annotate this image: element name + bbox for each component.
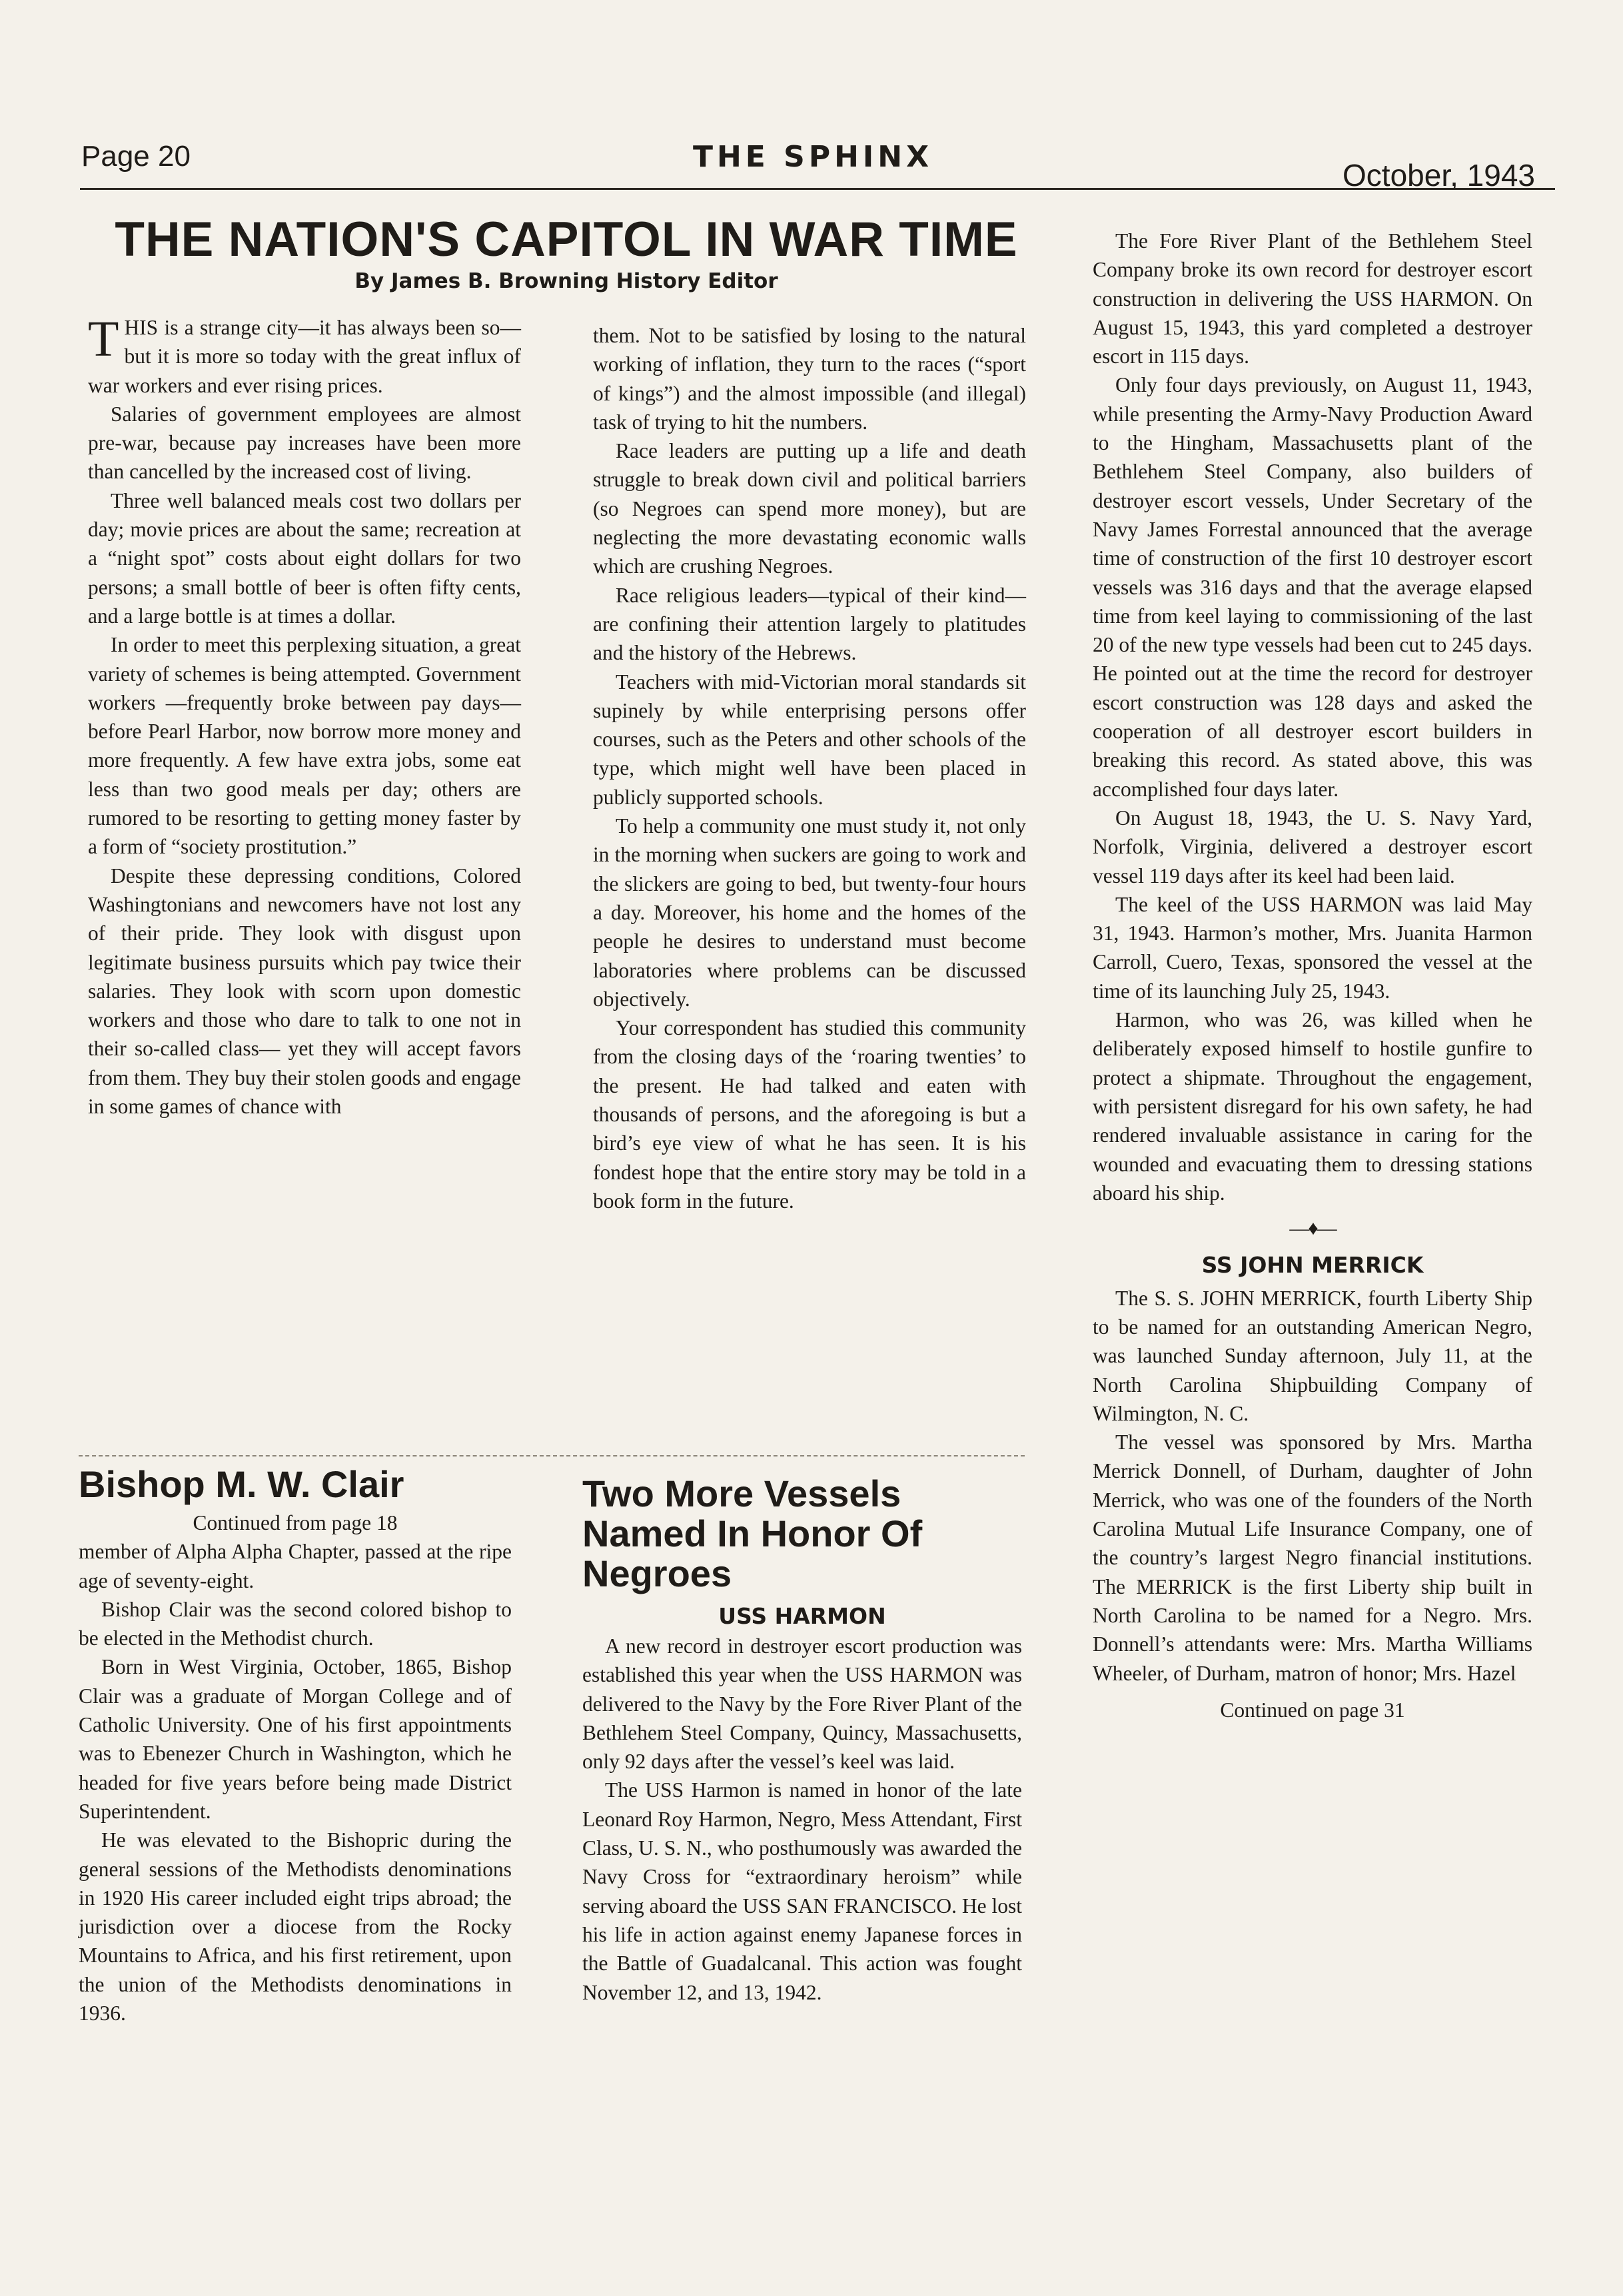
merrick-heading: SS JOHN MERRICK: [1201, 1252, 1424, 1279]
article-paragraph: Only four days previously, on August 11, 1943, while presenting the Army-Navy Production Award to the Hingham, Massachusetts plant of the Bethlehem Steel Company, also builders of destroyer escort vessels, Under Secretary of the Navy James Forrestal announced that the average time of construction of the first 10 destroyer escort vessels was 316 days and that the average elapsed time from keel laying to commissioning of the last 20 of the new type vessels had been cut to 245 days. He pointed out at the time the record for destroyer escort construction was 128 days and asked the cooperation of all destroyer escort builders in breaking this record. As stated above, this was accomplished four days later.: [1093, 373, 1532, 801]
article-paragraph: Despite these depressing conditions, Colored Washingtonians and newcomers have not lost any of their pride. They look with disgust upon legitimate business pursuits which pay twice their salaries. They look with scorn upon domestic workers and those who dare to talk to one not in their so-called class— yet they will accept favors from them. They buy their stolen goods and engage in some games of chance with: [88, 863, 521, 1119]
article-paragraph: In order to meet this perplexing situation, a great variety of schemes is being attempted. Government workers —frequently broke between pay days— before Pearl Harbor, now borrow more money and more frequently. A few have extra jobs, some eat less than two good meals per day; others are rumored to be resorting to getting money faster by a form of “society prostitution.”: [88, 633, 521, 859]
article-paragraph: Born in West Virginia, October, 1865, Bishop Clair was a graduate of Morgan College and of Catholic University. One of his first appointments was to Ebenezer Church in Washington, which he headed for five years before being made District Superintendent.: [79, 1655, 512, 1823]
continued-from: Continued from page 18: [193, 1511, 398, 1534]
article-byline: By James B. Browning History Editor: [354, 269, 778, 293]
article-paragraph: Teachers with mid-Victorian moral standards sit supinely by while enterprising persons offer courses, such as the Peters and other schools of the type, which might well have been placed in publicly supported schools.: [593, 670, 1026, 809]
article-paragraph: The Fore River Plant of the Bethlehem Steel Company broke its own record for destroyer escort construction in delivering the USS HARMON. On August 15, 1943, this yard completed a destroyer escort in 115 days.: [1093, 229, 1532, 368]
issue-date: October, 1943: [1343, 158, 1535, 193]
masthead: THE SPHINX: [692, 140, 933, 174]
article-paragraph: Your correspondent has studied this community from the closing days of the ‘roaring twenties’ to the present. He had talked and eaten with thousands of persons, and the aforegoing is but a bird’s eye view of what he has seen. It is his fondest hope that the entire story may be told in a book form in the future.: [593, 1016, 1026, 1213]
ornament-divider: —♦—: [1289, 1217, 1336, 1240]
vessels-subhead: USS HARMON: [718, 1603, 886, 1629]
article-paragraph: Three well balanced meals cost two dollars per day; movie prices are about the same; recreation at a “night spot” costs about eight dollars for two persons; a small bottle of beer is often fifty cents, and a large bottle is at times a dollar.: [88, 488, 521, 628]
header-rule: [80, 188, 1555, 190]
article-paragraph: A new record in destroyer escort production was established this year when the USS HARMON was delivered to the Navy by the Fore River Plant of the Bethlehem Steel Company, Quincy, Massachusetts, only 92 days after the vessel’s keel was laid.: [582, 1634, 1022, 1774]
article-paragraph: The S. S. JOHN MERRICK, fourth Liberty Ship to be named for an outstanding American Negro, was launched Sunday afternoon, July 11, at the North Carolina Shipbuilding Company of Wilmington, N. C.: [1093, 1286, 1532, 1425]
article-paragraph: Race leaders are putting up a life and death struggle to break down civil and political barriers (so Negroes can spend more money), but are neglecting the more devastating economic walls which are crushing Negroes.: [593, 439, 1026, 578]
article-paragraph: The keel of the USS HARMON was laid May 31, 1943. Harmon’s mother, Mrs. Juanita Harmon Carroll, Cuero, Texas, sponsored the vessel at the time of its launching July 25, 1943.: [1093, 892, 1532, 1003]
article-paragraph: He was elevated to the Bishopric during the general sessions of the Methodists denominations in 1920 His career included eight trips abroad; the jurisdiction over a diocese from the Rocky Mountains to Africa, and his first retirement, upon the union of the Methodists denominations in 1936.: [79, 1828, 512, 2025]
drop-cap: T: [88, 311, 119, 367]
vessels-article: [582, 1474, 1022, 2007]
article-paragraph: them. Not to be satisfied by losing to the natural working of inflation, they turn to the races (“sport of kings”) and the almost impossible (and illegal) task of trying to hit the numbers.: [593, 324, 1026, 434]
article-paragraph: Salaries of government employees are almost pre-war, because pay increases have been more than cancelled by the increased cost of living.: [88, 402, 521, 484]
article-paragraph: On August 18, 1943, the U. S. Navy Yard, Norfolk, Virginia, delivered a destroyer escort vessel 119 days after its keel had been laid.: [1093, 806, 1532, 887]
article-paragraph: THIS is a strange city—it has always been so—but it is more so today with the great influx of war workers and ever rising prices.: [88, 311, 521, 397]
article-column-3: [1093, 227, 1532, 1724]
article-paragraph: The USS Harmon is named in honor of the late Leonard Roy Harmon, Negro, Mess Attendant, First Class, U. S. N., who posthumously was awarded the Navy Cross for “extraordinary heroism” while serving aboard the USS SAN FRANCISCO. He lost his life in action against enemy Japanese forces in the Battle of Guadalcanal. This action was fought November 12, and 13, 1942.: [582, 1778, 1022, 2004]
article-paragraph: Race religious leaders—typical of their kind—are confining their attention largely to platitudes and the history of the Hebrews.: [593, 583, 1026, 665]
bishop-article: [79, 1464, 512, 2027]
article-paragraph: To help a community one must study it, not only in the morning when suckers are going to work and the slickers are going to bed, but twenty-four hours a day. Moreover, his home and the homes of the people he desires to understand must become laboratories where problems can be discussed objectively.: [593, 814, 1026, 1011]
article-column-1: [88, 313, 521, 1121]
article-paragraph: Harmon, who was 26, was killed when he deliberately exposed himself to hostile gunfire to protect a shipmate. Throughout the engagement, with persistent disregard for his own safety, he had rendered invaluable assistance in caring for the wounded and evacuating them to dressing stations aboard his ship.: [1093, 1008, 1532, 1205]
continued-on: Continued on page 31: [1220, 1698, 1405, 1722]
article-paragraph: The vessel was sponsored by Mrs. Martha Merrick Donnell, of Durham, daughter of John Merrick, who was one of the founders of the North Carolina Mutual Life Insurance Company, one of the country’s largest Negro financial institutions. The MERRICK is the first Liberty ship built in North Carolina to be named for a Negro. Mrs. Donnell’s attendants were: Mrs. Martha Williams Wheeler, of Durham, matron of honor; Mrs. Hazel: [1093, 1431, 1532, 1685]
article-paragraph: Bishop Clair was the second colored bishop to be elected in the Methodist church.: [79, 1597, 512, 1650]
vessels-title: Two More Vessels Named In Honor Of Negroes: [582, 1472, 923, 1594]
vessels-body: [582, 1632, 1022, 2007]
section-divider: [79, 1455, 1025, 1456]
bishop-body: [79, 1508, 512, 2027]
article-paragraph: member of Alpha Alpha Chapter, passed at the ripe age of seventy-eight.: [79, 1540, 512, 1592]
article-title: THE NATION'S CAPITOL IN WAR TIME: [115, 213, 1018, 267]
article-column-2: [593, 321, 1026, 1215]
page-number: Page 20: [81, 140, 191, 173]
bishop-title: Bishop M. W. Clair: [79, 1463, 404, 1505]
